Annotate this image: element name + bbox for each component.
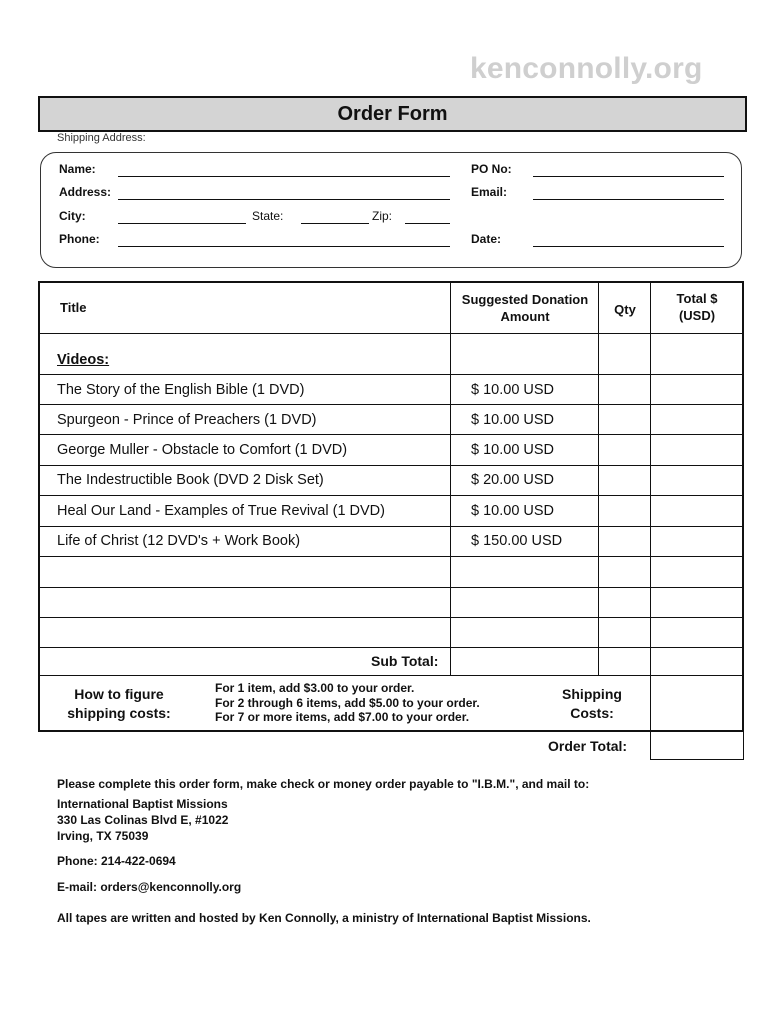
date-label: Date: — [471, 232, 502, 246]
column-divider — [450, 281, 451, 675]
zip-label: Zip: — [372, 209, 393, 223]
mail-instructions: Please complete this order form, make check or money order payable to "I.B.M.", and mail to: — [57, 777, 590, 791]
item-title: Heal Our Land - Examples of True Revival (1 DVD) — [57, 503, 385, 519]
shipping-costs-label — [546, 685, 638, 723]
row-divider — [38, 587, 744, 588]
how-to-line2: shipping costs: — [67, 705, 171, 721]
phone-label: Phone: — [59, 232, 100, 246]
item-title: George Muller - Obstacle to Comfort (1 DVD) — [57, 442, 348, 458]
item-price: $ 10.00 USD — [471, 503, 555, 519]
row-divider — [38, 434, 744, 435]
qty-header: Qty — [614, 302, 636, 317]
sub-total-label: Sub Total: — [371, 653, 439, 669]
name-field[interactable] — [118, 176, 450, 177]
org-name: International Baptist Missions — [57, 797, 228, 811]
item-price: $ 10.00 USD — [471, 442, 555, 458]
row-divider — [38, 675, 744, 676]
item-price: $ 10.00 USD — [471, 412, 555, 428]
org-street: 330 Las Colinas Blvd E, #1022 — [57, 813, 229, 827]
org-email: E-mail: orders@kenconnolly.org — [57, 880, 242, 894]
phone-field[interactable] — [118, 246, 450, 247]
row-divider — [38, 526, 744, 527]
row-divider — [38, 465, 744, 466]
shipping-costs-line1: Shipping — [562, 686, 622, 702]
item-title: The Story of the English Bible (1 DVD) — [57, 382, 305, 398]
order-total-field[interactable] — [650, 730, 744, 760]
item-title: The Indestructible Book (DVD 2 Disk Set) — [57, 472, 324, 488]
address-label: Address: — [59, 185, 112, 199]
org-phone: Phone: 214-422-0694 — [57, 854, 176, 868]
title-header: Title — [60, 300, 87, 315]
name-label: Name: — [59, 162, 96, 176]
email-label: Email: — [471, 185, 508, 199]
total-cell[interactable] — [652, 375, 742, 403]
suggested-donation-header-line2: Amount — [500, 309, 550, 324]
videos-section-title: Videos: — [57, 352, 110, 368]
shipping-costs-line2: Costs: — [570, 705, 614, 721]
form-title: Order Form — [38, 96, 747, 132]
how-to-line1: How to figure — [74, 686, 164, 702]
state-field[interactable] — [301, 223, 369, 224]
item-title: Life of Christ (12 DVD's + Work Book) — [57, 533, 301, 549]
date-field[interactable] — [533, 246, 724, 247]
zip-field[interactable] — [405, 223, 450, 224]
shipping-rules — [215, 681, 480, 725]
item-price: $ 10.00 USD — [471, 382, 555, 398]
shipping-cost-divider — [650, 675, 651, 731]
city-field[interactable] — [118, 223, 246, 224]
qty-cell[interactable] — [600, 375, 649, 403]
column-divider — [650, 281, 651, 675]
column-divider — [598, 281, 599, 675]
header-divider — [38, 333, 744, 334]
item-price: $ 20.00 USD — [471, 472, 555, 488]
order-total-label: Order Total: — [548, 738, 628, 754]
shipping-rule: For 7 or more items, add $7.00 to your order. — [215, 710, 470, 724]
total-header — [652, 290, 742, 324]
suggested-donation-header — [452, 291, 598, 325]
how-to-figure-shipping — [48, 685, 190, 723]
shipping-address-label: Shipping Address: — [57, 132, 146, 144]
row-divider — [38, 647, 744, 648]
total-header-line1: Total $ — [676, 291, 718, 306]
row-divider — [38, 617, 744, 618]
org-city: Irving, TX 75039 — [57, 829, 149, 843]
po-no-label: PO No: — [471, 162, 512, 176]
item-price: $ 150.00 USD — [471, 533, 563, 549]
row-divider — [38, 556, 744, 557]
po-no-field[interactable] — [533, 176, 724, 177]
address-field[interactable] — [118, 199, 450, 200]
row-divider — [38, 495, 744, 496]
site-watermark: kenconnolly.org — [470, 52, 703, 85]
item-title: Spurgeon - Prince of Preachers (1 DVD) — [57, 412, 317, 428]
total-header-line2: (USD) — [678, 308, 716, 323]
email-field[interactable] — [533, 199, 724, 200]
shipping-rule: For 2 through 6 items, add $5.00 to your order. — [215, 695, 480, 710]
shipping-cost-cell[interactable] — [652, 677, 742, 730]
city-label: City: — [59, 209, 86, 223]
suggested-donation-header-line1: Suggested Donation — [461, 292, 589, 307]
shipping-rule: For 1 item, add $3.00 to your order. — [215, 681, 415, 695]
state-label: State: — [252, 209, 284, 223]
ministry-note: All tapes are written and hosted by Ken Connolly, a ministry of International Baptist Missions. — [57, 911, 591, 925]
row-divider — [38, 404, 744, 405]
